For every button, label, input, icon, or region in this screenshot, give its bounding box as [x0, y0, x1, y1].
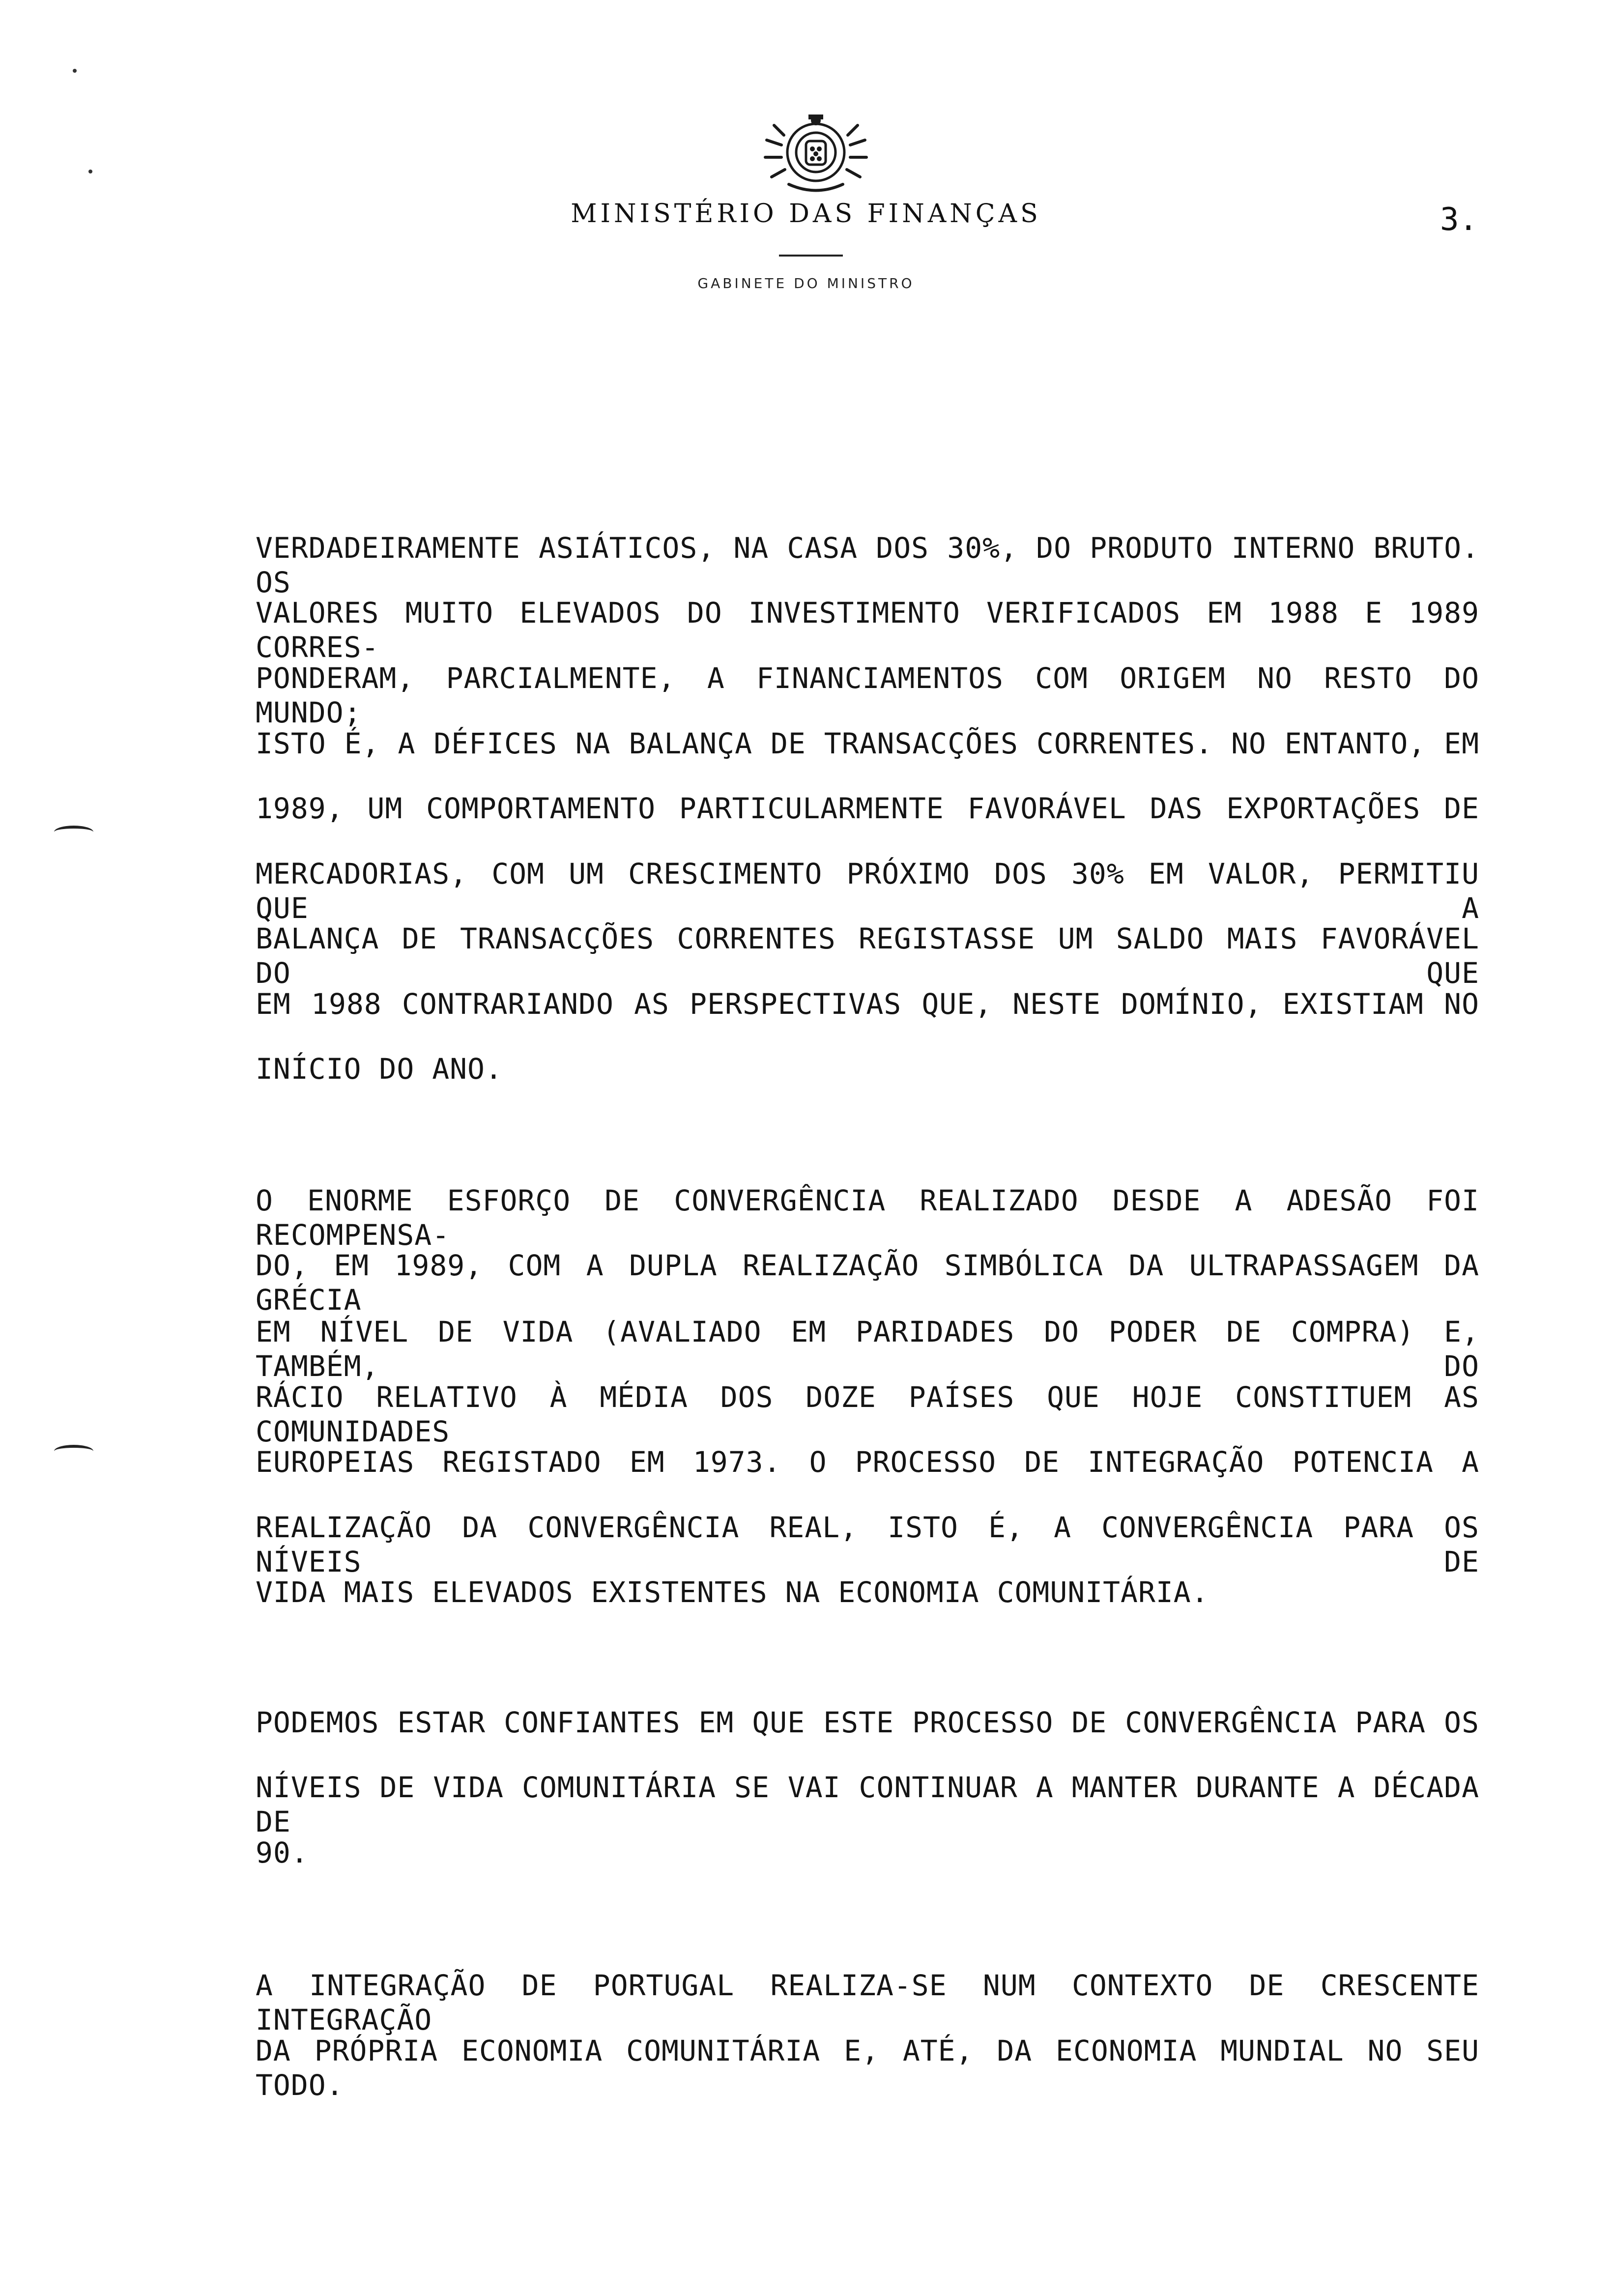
text-line: O ENORME ESFORÇO DE CONVERGÊNCIA REALIZADO DESDE A ADESÃO FOI RECOMPENSA-: [256, 1184, 1479, 1252]
punch-hole-mark: [54, 826, 93, 838]
text-line: PODEMOS ESTAR CONFIANTES EM QUE ESTE PROCESSO DE CONVERGÊNCIA PARA OS: [256, 1706, 1479, 1739]
text-line: 1989, UM COMPORTAMENTO PARTICULARMENTE FAVORÁVEL DAS EXPORTAÇÕES DE: [256, 792, 1479, 825]
text-line: INÍCIO DO ANO.: [256, 1052, 503, 1086]
text-line: REALIZAÇÃO DA CONVERGÊNCIA REAL, ISTO É, A CONVERGÊNCIA PARA OS NÍVEIS DE: [256, 1511, 1479, 1578]
text-line: RÁCIO RELATIVO À MÉDIA DOS DOZE PAÍSES QUE HOJE CONSTITUEM AS COMUNIDADES: [256, 1380, 1479, 1448]
text-line: DA PRÓPRIA ECONOMIA COMUNITÁRIA E, ATÉ, DA ECONOMIA MUNDIAL NO SEU TODO.: [256, 2034, 1479, 2102]
ministry-title: MINISTÉRIO DAS FINANÇAS: [571, 199, 1041, 229]
text-line: MERCADORIAS, COM UM CRESCIMENTO PRÓXIMO DOS 30% EM VALOR, PERMITIU QUE A: [256, 857, 1479, 925]
letterhead-rule: [779, 255, 843, 257]
text-line: NÍVEIS DE VIDA COMUNITÁRIA SE VAI CONTINUAR A MANTER DURANTE A DÉCADA DE: [256, 1771, 1479, 1838]
scan-speck: [88, 170, 92, 173]
text-line: EM 1988 CONTRARIANDO AS PERSPECTIVAS QUE, NESTE DOMÍNIO, EXISTIAM NO: [256, 987, 1479, 1021]
scan-speck: [73, 69, 77, 73]
text-line: VIDA MAIS ELEVADOS EXISTENTES NA ECONOMIA COMUNITÁRIA.: [256, 1576, 1209, 1609]
punch-hole-mark: [54, 1445, 93, 1458]
text-line: 90.: [256, 1836, 309, 1869]
text-line: VALORES MUITO ELEVADOS DO INVESTIMENTO VERIFICADOS EM 1988 E 1989 CORRES-: [256, 596, 1479, 664]
text-line: PONDERAM, PARCIALMENTE, A FINANCIAMENTOS COM ORIGEM NO RESTO DO MUNDO;: [256, 661, 1479, 729]
text-line: DO, EM 1989, COM A DUPLA REALIZAÇÃO SIMBÓLICA DA ULTRAPASSAGEM DA GRÉCIA: [256, 1249, 1479, 1317]
page-number: 3.: [1440, 201, 1478, 238]
text-line: EUROPEIAS REGISTADO EM 1973. O PROCESSO DE INTEGRAÇÃO POTENCIA A: [256, 1445, 1479, 1479]
text-line: VERDADEIRAMENTE ASIÁTICOS, NA CASA DOS 30%, DO PRODUTO INTERNO BRUTO. OS: [256, 531, 1479, 599]
text-line: A INTEGRAÇÃO DE PORTUGAL REALIZA-SE NUM CONTEXTO DE CRESCENTE INTEGRAÇÃO: [256, 1969, 1479, 2037]
coat-of-arms-icon: [754, 106, 877, 199]
text-line: BALANÇA DE TRANSACÇÕES CORRENTES REGISTASSE UM SALDO MAIS FAVORÁVEL DO QUE: [256, 922, 1479, 990]
cabinet-subtitle: GABINETE DO MINISTRO: [697, 275, 915, 291]
text-line: ISTO É, A DÉFICES NA BALANÇA DE TRANSACÇÕES CORRENTES. NO ENTANTO, EM: [256, 727, 1479, 760]
text-line: EM NÍVEL DE VIDA (AVALIADO EM PARIDADES DO PODER DE COMPRA) E, TAMBÉM, DO: [256, 1315, 1479, 1383]
